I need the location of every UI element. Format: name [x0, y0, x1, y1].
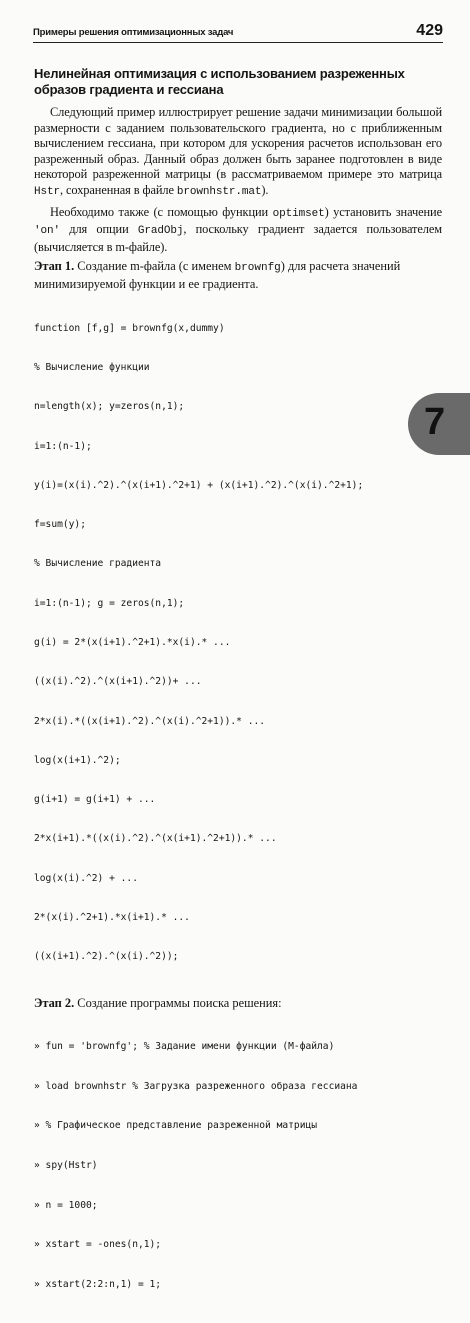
step-2-heading — [34, 996, 442, 1012]
step-text: ) для расчета значений минимизируемой функции и ее градиента. — [34, 259, 401, 291]
inline-code: brownfg — [234, 262, 281, 275]
inline-code: brownhstr.mat — [176, 185, 262, 198]
code-line: » load brownhstr % Загрузка разреженного образа гессиана — [34, 1080, 358, 1092]
code-listing-brownfg — [34, 296, 442, 990]
code-line: » xstart = -ones(n,1); — [34, 1239, 162, 1251]
running-title: Примеры решения оптимизационных задач — [33, 27, 234, 38]
inline-code: 'on' — [34, 225, 61, 238]
code-line: % Вычисление функции — [34, 362, 150, 373]
paragraph-text: ). — [261, 182, 269, 197]
step-text: Создание программы поиска решения: — [74, 995, 282, 1010]
code-line: » fun = 'brownfg'; % Задание имени функции (М-файла) — [34, 1041, 335, 1053]
step-label: Этап 2. — [34, 995, 75, 1010]
step-text: Создание m-файла (с именем — [74, 259, 235, 274]
paragraph-text: , сохраненная в файле — [60, 182, 177, 197]
code-line: 2*x(i+1).*((x(i).^2).^(x(i+1).^2+1)).* ... — [34, 833, 277, 845]
paragraph-text: для опции — [60, 222, 138, 237]
code-line: y(i)=(x(i).^2).^(x(i+1).^2+1) + (x(i+1).^2).^(x(i).^2+1); — [34, 479, 364, 491]
code-line: » xstart(2:2:n,1) = 1; — [34, 1278, 162, 1290]
code-line: ((x(i).^2).^(x(i+1).^2))+ ... — [34, 676, 202, 688]
code-line: log(x(i).^2) + ... — [34, 872, 138, 884]
code-line: 2*(x(i).^2+1).*x(i+1).* ... — [34, 911, 190, 923]
code-line: f=sum(y); — [34, 519, 86, 531]
code-listing-session — [34, 1014, 442, 1317]
code-line: log(x(i+1).^2); — [34, 754, 121, 766]
paragraph-text: Следующий пример иллюстрирует решение задачи минимизации большой размерности с заданием пользовательского градиента, но с приближенным вычислением гессиана, при котором для ускорения расчетов использован его разреженный образ. Данный образ должен быть заранее подготовлен в виде некоторой разреженной матрицы (в рассматриваемом примере это матрица — [34, 105, 442, 182]
code-line: function [f,g] = brownfg(x,dummy) — [34, 322, 225, 334]
paragraph-text: , поскольку градиент задается пользователем (вычисляется в m-файле). — [34, 222, 442, 254]
page-content — [34, 66, 442, 1323]
inline-code: optimset — [272, 207, 325, 220]
step-1-heading — [34, 259, 442, 292]
code-line: g(i+1) = g(i+1) + ... — [34, 794, 156, 806]
chapter-number: 7 — [424, 401, 446, 443]
inline-code: GradObj — [137, 225, 184, 238]
code-line: » n = 1000; — [34, 1199, 98, 1211]
paragraph-gradobj — [34, 205, 442, 256]
code-line: i=1:(n-1); — [34, 440, 92, 452]
code-line: n=length(x); y=zeros(n,1); — [34, 401, 185, 413]
code-line: » % Графическое представление разреженной матрицы — [34, 1120, 318, 1132]
section-title: Нелинейная оптимизация с использованием разреженных образов градиента и гессиана — [34, 66, 405, 97]
code-line: g(i) = 2*(x(i+1).^2+1).*x(i).* ... — [34, 636, 231, 648]
code-line: ((x(i+1).^2).^(x(i).^2)); — [34, 951, 179, 963]
code-line: » spy(Hstr) — [34, 1160, 98, 1172]
code-line: % Вычисление градиента — [34, 558, 162, 570]
chapter-tab — [408, 393, 470, 455]
paragraph-text: Необходимо также (с помощью функции — [50, 204, 273, 219]
page-number: 429 — [416, 22, 443, 39]
page-header — [33, 20, 443, 43]
step-label: Этап 1. — [34, 259, 75, 274]
inline-code: Hstr — [34, 185, 61, 198]
paragraph-text: ) установить значение — [324, 204, 442, 219]
code-line: 2*x(i).*((x(i+1).^2).^(x(i).^2+1)).* ... — [34, 715, 266, 727]
paragraph-intro — [34, 105, 442, 201]
code-line: i=1:(n-1); g = zeros(n,1); — [34, 597, 185, 609]
